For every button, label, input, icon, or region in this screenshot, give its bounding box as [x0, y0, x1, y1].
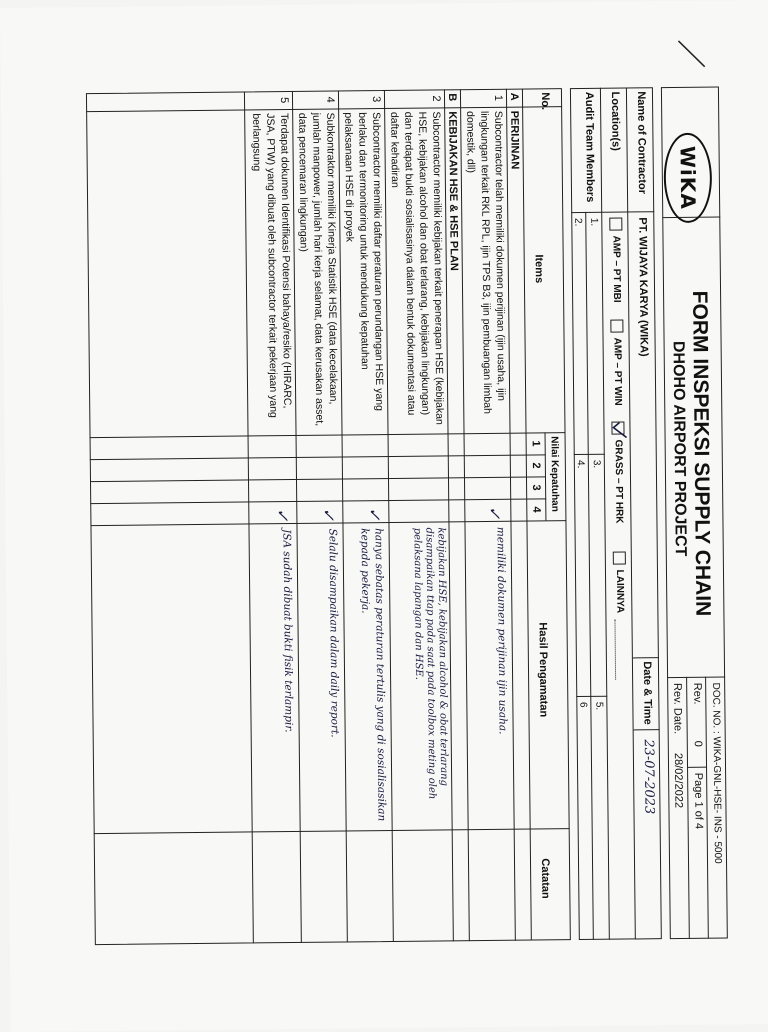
rev-date-label: Rev. Date. [671, 682, 684, 735]
section-a-letter: A [507, 92, 521, 101]
contractor-value: PT. WIJAYA KARYA (WIKA) [636, 217, 650, 357]
checkbox-grass-hrk[interactable] [611, 422, 624, 435]
row-3-no: 3 [369, 96, 383, 103]
check-mark-icon [611, 421, 627, 439]
checkbox-amp-win[interactable] [610, 320, 623, 333]
section-a-title: PERIJINAN [508, 110, 521, 170]
audit-slot-2: 2. [572, 217, 584, 227]
audit-slot-1: 1. [588, 217, 600, 227]
row-4-item: Subkontraktor memiliki Kinerja Statistik HSE (data kecelakaan, jumlah manpower, jumlah hari kerja selamat, data kerusakan asset, data pencemaran lingkungan) [296, 112, 340, 427]
audit-slot-3: 3. [590, 459, 602, 469]
row-1-check-icon: ✓ [485, 505, 505, 520]
date-label: Date & Time [640, 661, 654, 725]
rev-date-value: 28/02/2022 [671, 752, 685, 809]
pen-mark [672, 37, 712, 77]
row-2-item: Subcontractor memiliki kebijakan terkait penerapan HSE (kebijakan HSE, kebijakan alcohol dan obat terlarang, kebijakan lingkungan) dan terdapat bukti sosialisasinya dalam bentuk dokumentasi atau daftar kehadiran [388, 111, 446, 425]
checkbox-amp-mbi[interactable] [609, 218, 622, 231]
contractor-label: Name of Contractor [634, 91, 649, 195]
row-1-no: 1 [491, 94, 505, 102]
col-hasil-header: Hasil Pengamatan [536, 622, 550, 718]
section-b-title: KEBIJAKAN HSE & HSE PLAN [446, 111, 460, 271]
project-subtitle: DHOHO AIRPORT PROJECT [669, 340, 689, 557]
audit-label: Audit Team Members [582, 91, 597, 203]
nilai-level-3: 3 [530, 484, 543, 491]
col-nilai-header: Nilai Kepatuhan [548, 436, 561, 512]
location-amp-mbi: AMP – PT MBI [610, 235, 623, 303]
form-title: FORM INSPEKSI SUPPLY CHAIN [688, 290, 715, 617]
col-catatan-header: Catatan [538, 858, 552, 899]
row-5-item: Terdapat dokumen Identifikasi Potensi bahaya/resiko (HIRARC, JSA, PTW) yang dibuat oleh subcontractor terkait pekerjaan yang berlangsung [250, 113, 294, 418]
row-5-check-icon: ✓ [273, 508, 293, 522]
wika-logo: WiKA [663, 133, 712, 223]
location-amp-win: AMP – PT WIN [611, 337, 624, 406]
row-1-item: Subcontractor telah memiliki dokumen perijinan (ijin usaha, ijin lingkungan terkait RKL RPL, ijin TPS B3, ijin pembuangan limbah domestik, dll) [464, 110, 508, 414]
nilai-level-2: 2 [529, 462, 542, 469]
row-2-no: 2 [429, 95, 443, 102]
rev-value: 0 [691, 740, 704, 747]
location-lainnya: LAINNYA [613, 569, 626, 614]
audit-slot-4: 4. [574, 459, 586, 469]
nilai-level-1: 1 [529, 440, 542, 447]
date-value: 23-07-2023 [640, 739, 657, 815]
location-label: Location(s) [608, 91, 622, 151]
row-4-check-icon: ✓ [319, 507, 339, 522]
row-5-no: 5 [277, 97, 291, 104]
nilai-level-4: 4 [530, 506, 543, 513]
section-b-letter: B [445, 93, 459, 102]
row-4-no: 4 [323, 96, 337, 103]
col-no-header: No. [538, 92, 552, 111]
row-4-hasil: Selalu disampaikan dalam daily report. [326, 528, 341, 738]
col-items-header: Items [532, 254, 545, 284]
rev-label: Rev. [691, 682, 704, 705]
row-3-hasil: hanya sebatas peraturan tertulis yang di sosialisasikan kepada pekerja. [358, 528, 388, 822]
row-3-check-icon: ✓ [365, 507, 385, 521]
doc-number: DOC. NO. : WIKA-GNL-HSE- INS - 5000 [710, 682, 724, 864]
row-3-item: Subcontractor memiliki daftar peraturan perundangan HSE yang berlaku dan termonitoring untuk mendukung kepatuhan pelaksanaan HSE di proyek [342, 112, 386, 411]
row-2-hasil: kebijakan HSE, kebijakan alcohol & obat terlarang disampaikan ttap pada saat pada toolbox meting oleh pelaksana lapangan dan HSE. [411, 527, 450, 800]
row-1-hasil: memiliki dokumen perijinan ijin usaha. [494, 526, 509, 735]
row-5-hasil: JSA sudah dibuat bukti fisik terlampir. [280, 529, 295, 733]
checkbox-lainnya[interactable] [613, 552, 626, 565]
page-info: Page 1 of 4 [692, 772, 705, 830]
location-grass-hrk: GRASS – PT HRK [612, 439, 625, 524]
audit-slot-5: 5. [593, 701, 605, 711]
audit-slot-6: 6 [577, 701, 589, 708]
